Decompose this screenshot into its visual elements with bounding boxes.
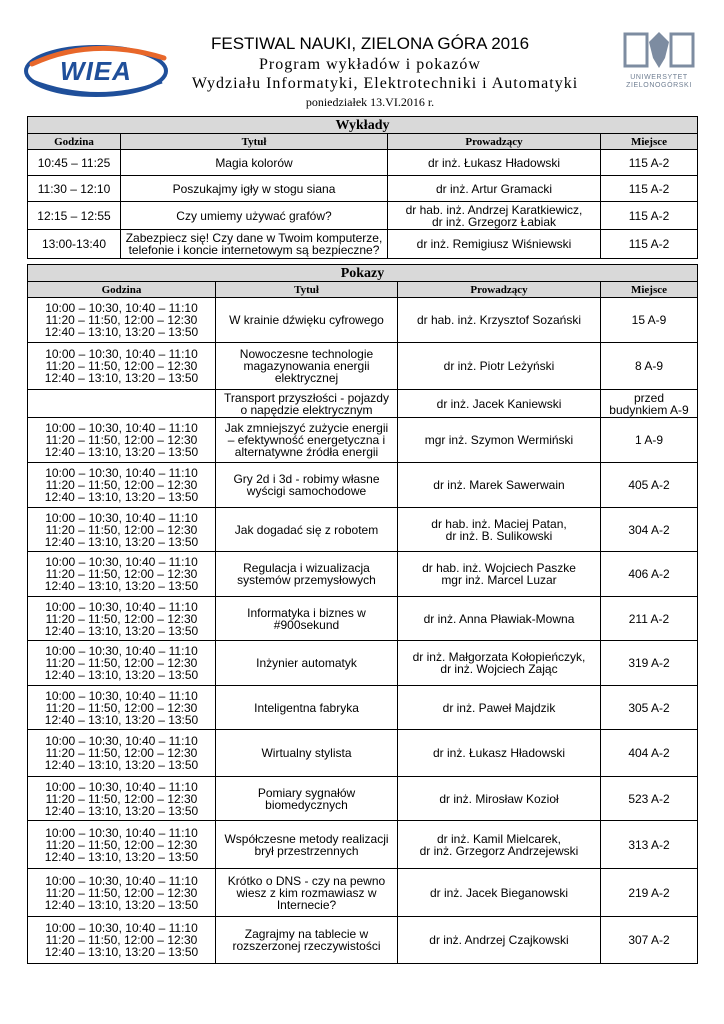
cell-line: wiesz z kim rozmawiasz w: [236, 885, 377, 900]
cell-line: 10:00 – 10:30, 10:40 – 11:10: [45, 779, 198, 794]
table-row: [28, 390, 698, 418]
cell-line: 219 A-2: [628, 885, 670, 900]
place-cell: [601, 597, 698, 641]
column-header-place: Miejsce: [601, 282, 698, 298]
cell-line: 405 A-2: [628, 478, 670, 492]
cell-line: Informatyka i biznes w: [247, 605, 366, 620]
host-cell: [398, 463, 601, 508]
table-row: [28, 202, 698, 230]
cell-line: 523 A-2: [628, 791, 670, 806]
cell-line: brył przestrzennych: [254, 843, 359, 858]
cell-line: 11:20 – 11:50, 12:00 – 12:30: [45, 656, 198, 670]
cell-line: 11:20 – 11:50, 12:00 – 12:30: [45, 433, 198, 447]
cell-line: 115 A-2: [628, 237, 670, 251]
time-cell: [28, 508, 216, 552]
cell-line: Wirtualny stylista: [261, 746, 352, 760]
time-cell: [28, 597, 216, 641]
host-cell: [398, 552, 601, 597]
cell-line: alternatywne źródła energii: [234, 445, 379, 459]
cell-line: 10:00 – 10:30, 10:40 – 11:10: [45, 873, 198, 888]
cell-line: Pomiary sygnałów: [257, 785, 356, 800]
time-cell: [28, 418, 216, 463]
place-cell: [601, 730, 698, 777]
host-cell: [398, 869, 601, 917]
cell-line: dr inż. Anna Pławiak-Mowna: [423, 611, 575, 626]
time-cell: [28, 150, 121, 176]
time-cell: [28, 390, 216, 418]
faculty-name: Wydziału Informatyki, Elektrotechniki i Automatyki: [191, 75, 579, 92]
title-cell: [216, 508, 398, 552]
cell-line: przed: [633, 390, 665, 405]
column-header-place: Miejsce: [601, 134, 698, 150]
host-cell: [388, 230, 601, 259]
cell-line: Inteligentna fabryka: [254, 700, 359, 715]
table-row: [28, 730, 698, 777]
host-cell: [388, 150, 601, 176]
cell-line: 11:20 – 11:50, 12:00 – 12:30: [45, 933, 198, 947]
title-cell: [216, 686, 398, 730]
cell-line: Czy umiemy używać grafów?: [176, 208, 332, 223]
host-cell: [398, 686, 601, 730]
cell-line: dr inż. B. Sulikowski: [445, 528, 553, 543]
cell-line: Gry 2d i 3d - robimy własne: [233, 472, 380, 486]
cell-line: 313 A-2: [628, 837, 670, 852]
cell-line: Krótko o DNS - czy na pewno: [227, 873, 386, 888]
title-cell: [121, 230, 388, 259]
cell-line: wyścigi samochodowe: [246, 484, 367, 498]
cell-line: – efektywność energetyczna i: [227, 433, 386, 447]
cell-line: dr inż. Remigiusz Wiśniewski: [416, 237, 572, 251]
cell-line: 11:20 – 11:50, 12:00 – 12:30: [45, 791, 198, 806]
cell-line: dr inż. Grzegorz Andrzejewski: [419, 843, 579, 858]
lectures-table: [27, 116, 698, 259]
host-cell: [398, 821, 601, 869]
cell-line: 12:15 – 12:55: [37, 208, 111, 223]
page-subtitle: Program wykładów i pokazów: [259, 56, 481, 73]
cell-line: dr inż. Małgorzata Kołopieńczyk,: [412, 650, 586, 664]
cell-line: 12:40 – 13:10, 13:20 – 13:50: [44, 712, 199, 727]
cell-line: 12:40 – 13:10, 13:20 – 13:50: [44, 534, 199, 549]
time-cell: [28, 869, 216, 917]
time-cell: [28, 230, 121, 259]
section-title: Pokazy: [28, 265, 698, 282]
host-cell: [398, 730, 601, 777]
cell-line: biomedycznych: [265, 797, 348, 812]
title-cell: [216, 390, 398, 418]
cell-line: 12:40 – 13:10, 13:20 – 13:50: [44, 849, 199, 864]
cell-line: 10:00 – 10:30, 10:40 – 11:10: [45, 301, 198, 315]
column-header-host: Prowadzący: [398, 282, 601, 298]
cell-line: 12:40 – 13:10, 13:20 – 13:50: [44, 490, 199, 504]
cell-line: 12:40 – 13:10, 13:20 – 13:50: [44, 668, 199, 682]
host-cell: [398, 508, 601, 552]
cell-line: telefonie i koncie internetowym są bezpieczne?: [128, 243, 380, 257]
cell-line: systemów przemysłowych: [237, 573, 376, 587]
host-cell: [398, 917, 601, 964]
cell-line: 11:20 – 11:50, 12:00 – 12:30: [45, 567, 198, 581]
time-cell: [28, 552, 216, 597]
time-cell: [28, 343, 216, 390]
cell-line: 12:40 – 13:10, 13:20 – 13:50: [44, 445, 199, 459]
cell-line: Poszukajmy igły w stogu siana: [172, 181, 336, 196]
cell-line: 10:00 – 10:30, 10:40 – 11:10: [45, 347, 198, 361]
cell-line: 115 A-2: [628, 155, 670, 170]
host-cell: [398, 418, 601, 463]
cell-line: dr inż. Łukasz Hładowski: [432, 746, 566, 760]
cell-line: dr hab. inż. Krzysztof Sozański: [416, 313, 582, 327]
title-cell: [216, 821, 398, 869]
cell-line: 115 A-2: [628, 208, 670, 223]
title-cell: [216, 597, 398, 641]
place-cell: [601, 508, 698, 552]
cell-line: 10:00 – 10:30, 10:40 – 11:10: [45, 921, 198, 935]
cell-line: 11:20 – 11:50, 12:00 – 12:30: [45, 837, 198, 852]
time-cell: [28, 917, 216, 964]
cell-line: dr inż. Marek Sawerwain: [433, 478, 565, 492]
title-cell: [216, 343, 398, 390]
cell-line: Internecie?: [276, 897, 337, 912]
cell-line: Regulacja i wizualizacja: [243, 561, 370, 575]
cell-line: 11:20 – 11:50, 12:00 – 12:30: [45, 700, 198, 715]
table-row: [28, 552, 698, 597]
cell-line: 11:20 – 11:50, 12:00 – 12:30: [45, 313, 198, 327]
title-cell: [216, 298, 398, 343]
cell-line: dr inż. Wojciech Zając: [440, 662, 558, 676]
cell-line: budynkiem A-9: [609, 402, 689, 417]
cell-line: 319 A-2: [628, 656, 670, 670]
cell-line: Jak zmniejszyć zużycie energii: [224, 421, 389, 435]
column-header-time: Godzina: [28, 282, 216, 298]
title-cell: [121, 176, 388, 202]
table-row: [28, 641, 698, 686]
cell-line: Współczesne metody realizacji: [224, 831, 389, 846]
cell-line: dr hab. inż. Maciej Patan,: [431, 516, 567, 531]
place-cell: [601, 390, 698, 418]
cell-line: mgr inż. Marcel Luzar: [441, 573, 557, 587]
cell-line: Nowoczesne technologie: [239, 347, 374, 361]
column-header-title: Tytuł: [121, 134, 388, 150]
place-cell: [601, 343, 698, 390]
title-cell: [216, 463, 398, 508]
cell-line: dr inż. Piotr Leżyński: [443, 359, 555, 373]
table-row: [28, 821, 698, 869]
cell-line: 211 A-2: [628, 611, 670, 626]
cell-line: 406 A-2: [628, 567, 670, 581]
cell-line: 10:00 – 10:30, 10:40 – 11:10: [45, 510, 198, 525]
host-cell: [398, 343, 601, 390]
title-cell: [216, 777, 398, 821]
cell-line: mgr inż. Szymon Wermiński: [424, 433, 574, 447]
table-row: [28, 686, 698, 730]
table-row: [28, 508, 698, 552]
title-cell: [216, 730, 398, 777]
place-cell: [601, 552, 698, 597]
place-cell: [601, 777, 698, 821]
host-cell: [398, 298, 601, 343]
cell-line: 115 A-2: [628, 181, 670, 196]
cell-line: dr inż. Jacek Kaniewski: [436, 396, 562, 411]
host-cell: [398, 390, 601, 418]
cell-line: 305 A-2: [628, 700, 670, 715]
cell-line: 10:00 – 10:30, 10:40 – 11:10: [45, 644, 198, 658]
wiea-logo-text: WIEA: [60, 56, 132, 86]
cell-line: 12:40 – 13:10, 13:20 – 13:50: [44, 325, 199, 339]
place-cell: [601, 641, 698, 686]
cell-line: Zabezpiecz się! Czy dane w Twoim komputerze,: [125, 231, 383, 245]
cell-line: 10:00 – 10:30, 10:40 – 11:10: [45, 555, 198, 569]
table-row: [28, 343, 698, 390]
cell-line: elektrycznej: [274, 371, 339, 385]
title-cell: [121, 150, 388, 176]
page-title: FESTIWAL NAUKI, ZIELONA GÓRA 2016: [210, 34, 530, 53]
cell-line: 11:20 – 11:50, 12:00 – 12:30: [45, 885, 198, 900]
time-cell: [28, 641, 216, 686]
table-row: [28, 869, 698, 917]
place-cell: [601, 917, 698, 964]
column-header-host: Prowadzący: [388, 134, 601, 150]
table-row: [28, 418, 698, 463]
title-cell: [216, 552, 398, 597]
place-cell: [601, 463, 698, 508]
table-row: [28, 230, 698, 259]
cell-line: dr inż. Grzegorz Łabiak: [431, 214, 557, 229]
cell-line: Zagrajmy na tablecie w: [244, 927, 369, 941]
section-title: Wykłady: [28, 117, 698, 134]
shows-table: [27, 264, 698, 964]
host-cell: [388, 202, 601, 230]
cell-line: 304 A-2: [628, 522, 670, 537]
cell-line: dr inż. Jacek Bieganowski: [429, 885, 569, 900]
cell-line: #900sekund: [273, 617, 340, 632]
cell-line: 13:00-13:40: [41, 237, 107, 251]
cell-line: W krainie dźwięku cyfrowego: [229, 313, 384, 327]
place-cell: [601, 176, 698, 202]
cell-line: 12:40 – 13:10, 13:20 – 13:50: [44, 623, 199, 638]
cell-line: dr hab. inż. Andrzej Karatkiewicz,: [405, 202, 583, 217]
table-row: [28, 777, 698, 821]
cell-line: 307 A-2: [628, 933, 670, 947]
place-cell: [601, 150, 698, 176]
cell-line: 12:40 – 13:10, 13:20 – 13:50: [44, 579, 199, 593]
cell-line: 8 A-9: [634, 359, 664, 373]
cell-line: magazynowania energii: [243, 359, 370, 373]
column-header-title: Tytuł: [216, 282, 398, 298]
host-cell: [398, 641, 601, 686]
cell-line: Inżynier automatyk: [256, 656, 357, 670]
host-cell: [388, 176, 601, 202]
time-cell: [28, 176, 121, 202]
cell-line: 10:00 – 10:30, 10:40 – 11:10: [45, 734, 198, 748]
cell-line: 12:40 – 13:10, 13:20 – 13:50: [44, 371, 199, 385]
cell-line: dr inż. Kamil Mielcarek,: [436, 831, 562, 846]
cell-line: 10:00 – 10:30, 10:40 – 11:10: [45, 825, 198, 840]
cell-line: 12:40 – 13:10, 13:20 – 13:50: [44, 945, 199, 959]
cell-line: 404 A-2: [628, 746, 670, 760]
table-row: [28, 176, 698, 202]
table-row: [28, 917, 698, 964]
title-cell: [121, 202, 388, 230]
cell-line: 11:20 – 11:50, 12:00 – 12:30: [45, 611, 198, 626]
event-date: poniedziałek 13.VI.2016 r.: [305, 95, 435, 109]
table-row: [28, 298, 698, 343]
cell-line: 10:00 – 10:30, 10:40 – 11:10: [45, 421, 198, 435]
cell-line: 11:30 – 12:10: [37, 181, 111, 196]
host-cell: [398, 597, 601, 641]
cell-line: dr inż. Artur Gramacki: [435, 181, 553, 196]
place-cell: [601, 821, 698, 869]
cell-line: Magia kolorów: [215, 155, 293, 170]
cell-line: 12:40 – 13:10, 13:20 – 13:50: [44, 803, 199, 818]
uz-logo-caption: UNIWERSYTET ZIELONOGÓRSKI: [626, 74, 692, 89]
host-cell: [398, 777, 601, 821]
cell-line: dr inż. Paweł Majdzik: [442, 700, 556, 715]
time-cell: [28, 777, 216, 821]
place-cell: [601, 869, 698, 917]
column-header-time: Godzina: [28, 134, 121, 150]
place-cell: [601, 298, 698, 343]
cell-line: 10:45 – 11:25: [37, 155, 111, 170]
table-row: [28, 597, 698, 641]
place-cell: [601, 230, 698, 259]
cell-line: 11:20 – 11:50, 12:00 – 12:30: [45, 478, 198, 492]
cell-line: dr hab. inż. Wojciech Paszke: [422, 561, 576, 575]
title-cell: [216, 418, 398, 463]
cell-line: 11:20 – 11:50, 12:00 – 12:30: [45, 746, 198, 760]
table-row: [28, 463, 698, 508]
time-cell: [28, 821, 216, 869]
cell-line: 11:20 – 11:50, 12:00 – 12:30: [45, 522, 198, 537]
cell-line: Jak dogadać się z robotem: [234, 522, 379, 537]
title-cell: [216, 917, 398, 964]
cell-line: 15 A-9: [631, 313, 667, 327]
cell-line: 12:40 – 13:10, 13:20 – 13:50: [44, 758, 199, 772]
cell-line: 10:00 – 10:30, 10:40 – 11:10: [45, 688, 198, 703]
cell-line: 1 A-9: [634, 433, 664, 447]
cell-line: dr inż. Łukasz Hładowski: [427, 155, 561, 170]
cell-line: 10:00 – 10:30, 10:40 – 11:10: [45, 466, 198, 480]
cell-line: dr inż. Andrzej Czajkowski: [429, 933, 569, 947]
time-cell: [28, 463, 216, 508]
cell-line: rozszerzonej rzeczywistości: [232, 939, 381, 953]
cell-line: dr inż. Mirosław Kozioł: [439, 791, 559, 806]
cell-line: o napędzie elektrycznym: [240, 402, 373, 417]
title-cell: [216, 641, 398, 686]
time-cell: [28, 202, 121, 230]
table-row: [28, 150, 698, 176]
place-cell: [601, 686, 698, 730]
cell-line: Transport przyszłości - pojazdy: [224, 390, 389, 405]
place-cell: [601, 418, 698, 463]
time-cell: [28, 298, 216, 343]
place-cell: [601, 202, 698, 230]
time-cell: [28, 730, 216, 777]
cell-line: 10:00 – 10:30, 10:40 – 11:10: [45, 599, 198, 614]
time-cell: [28, 686, 216, 730]
cell-line: 12:40 – 13:10, 13:20 – 13:50: [44, 897, 199, 912]
wiea-logo: [22, 38, 170, 100]
title-cell: [216, 869, 398, 917]
cell-line: 11:20 – 11:50, 12:00 – 12:30: [45, 359, 198, 373]
